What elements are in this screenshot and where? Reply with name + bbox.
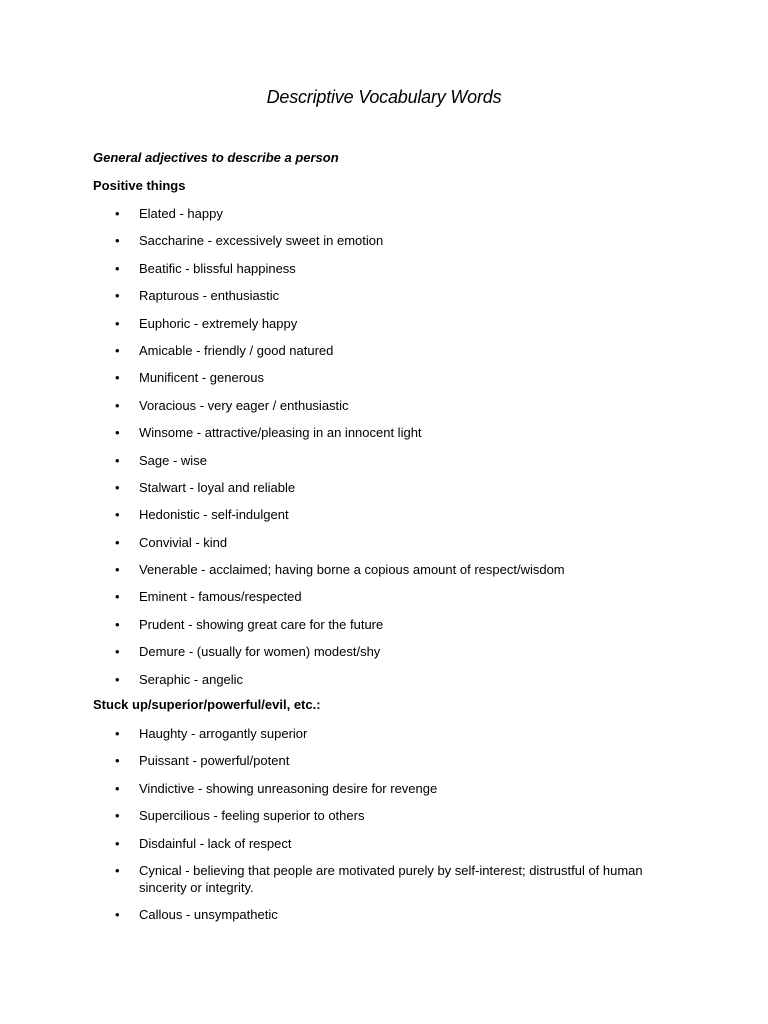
list-item: • Convivial - kind (115, 534, 228, 550)
list-item: • Munificent - generous (115, 370, 265, 386)
bullet-icon: • (115, 315, 120, 331)
bullet-icon: • (115, 452, 120, 468)
bullet-icon: • (115, 370, 120, 386)
bullet-icon: • (115, 479, 120, 495)
section-heading-negative: Stuck up/superior/powerful/evil, etc.: (93, 697, 321, 712)
bullet-icon: • (115, 425, 120, 441)
list-item: • Hedonistic - self-indulgent (115, 507, 289, 523)
bullet-icon: • (115, 534, 120, 550)
bullet-icon: • (115, 726, 120, 741)
list-item: • Seraphic - angelic (115, 671, 244, 687)
bullet-icon: • (115, 862, 120, 878)
list-item: • Vindictive - showing unreasoning desire for revenge (115, 780, 438, 796)
bullet-icon: • (115, 808, 120, 824)
negative-word-list (0, 725, 659, 934)
bullet-icon: • (115, 397, 120, 413)
list-item: • Callous - unsympathetic (115, 907, 278, 923)
list-item: • Cynical - believing that people are motivated purely by self-interest; distrustful of human sincerity or integrity. (115, 862, 643, 895)
list-item: • Amicable - friendly / good natured (115, 342, 334, 358)
list-item: • Puissant - powerful/potent (115, 753, 290, 769)
document-title: Descriptive Vocabulary Words (266, 87, 502, 107)
list-item: • Supercilious - feeling superior to others (115, 808, 365, 824)
list-item: • Stalwart - loyal and reliable (115, 479, 296, 495)
bullet-icon: • (115, 644, 120, 660)
bullet-icon: • (115, 835, 120, 851)
bullet-icon: • (115, 589, 120, 605)
list-item: • Rapturous - enthusiastic (115, 288, 280, 304)
bullet-icon: • (115, 907, 120, 923)
list-item: • Venerable - acclaimed; having borne a copious amount of respect/wisdom (115, 562, 565, 578)
list-item: • Elated - happy (115, 206, 223, 221)
list-item: • Beatific - blissful happiness (115, 260, 296, 276)
positive-word-list (0, 205, 659, 698)
list-item: • Sage - wise (115, 452, 207, 468)
list-item: • Winsome - attractive/pleasing in an innocent light (115, 425, 422, 441)
bullet-icon: • (115, 753, 120, 769)
list-item: • Demure - (usually for women) modest/shy (115, 644, 381, 660)
list-item: • Haughty - arrogantly superior (115, 726, 308, 741)
bullet-icon: • (115, 507, 120, 523)
bullet-icon: • (115, 260, 120, 276)
section-heading-positive: Positive things (93, 178, 186, 193)
list-item: • Voracious - very eager / enthusiastic (115, 397, 349, 413)
bullet-icon: • (115, 342, 120, 358)
bullet-icon: • (115, 233, 120, 249)
list-item: • Euphoric - extremely happy (115, 315, 298, 331)
bullet-icon: • (115, 780, 120, 796)
document-subtitle: General adjectives to describe a person (93, 150, 339, 165)
bullet-icon: • (115, 671, 120, 687)
bullet-icon: • (115, 206, 120, 221)
list-item: • Saccharine - excessively sweet in emotion (115, 233, 384, 249)
list-item: • Prudent - showing great care for the future (115, 616, 384, 632)
bullet-icon: • (115, 562, 120, 578)
bullet-icon: • (115, 288, 120, 304)
list-item: • Disdainful - lack of respect (115, 835, 292, 851)
list-item: • Eminent - famous/respected (115, 589, 302, 605)
bullet-icon: • (115, 616, 120, 632)
